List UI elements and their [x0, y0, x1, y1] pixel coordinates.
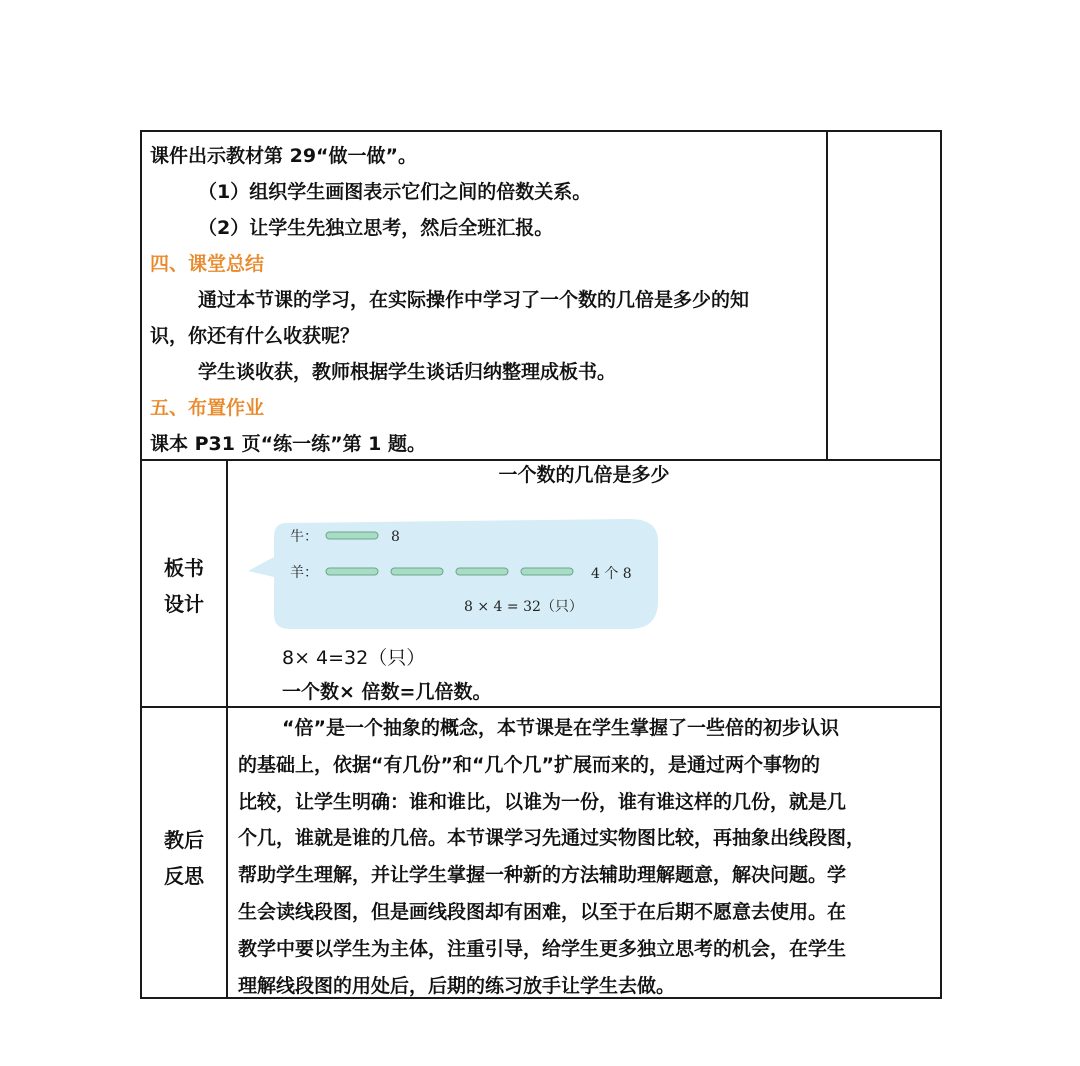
courseware-line: 课件出示教材第 29“做一做”。	[150, 145, 418, 167]
reflection-label	[142, 822, 226, 894]
board-label-line-2: 设计	[164, 592, 204, 616]
sheep-label: 羊：	[290, 565, 318, 581]
reflection-line: “倍”是一个抽象的概念，本节课是在学生掌握了一些倍的初步认识	[282, 717, 839, 739]
reflection-line: 帮助学生理解，并让学生掌握一种新的方法辅助理解题意，解决问题。学	[238, 864, 847, 887]
reflection-line: 教学中要以学生为主体，注重引导，给学生更多独立思考的机会，在学生	[238, 937, 847, 960]
table-border-top	[140, 130, 942, 132]
summary-heading: 四、课堂总结	[150, 253, 265, 275]
cow-value: 8	[391, 529, 400, 545]
reflection-line: 理解线段图的用处后，后期的练习放手让学生去做。	[238, 974, 676, 997]
board-formula-2: 一个数× 倍数=几倍数。	[282, 681, 492, 703]
reflection-line: 比较，让学生明确：谁和谁比，以谁为一份，谁有谁这样的几份，就是几	[238, 790, 847, 813]
reflection-paragraph	[238, 710, 938, 1004]
sheep-value: 4 个 8	[591, 566, 632, 582]
sheep-bar-2	[391, 568, 443, 575]
reflection-label-line-1: 教后	[164, 828, 204, 852]
table-divider-2	[140, 706, 942, 708]
reflection-label-line-2: 反思	[164, 864, 204, 888]
board-title: 一个数的几倍是多少	[498, 464, 670, 486]
line-segment-diagram	[246, 515, 666, 635]
top-right-column-divider	[826, 130, 828, 461]
sheep-bar-3	[456, 568, 508, 575]
table-border-right	[940, 130, 942, 999]
reflection-line: 的基础上，依据“有几份”和“几个几”扩展而来的，是通过两个事物的	[238, 753, 820, 776]
sheep-bar-1	[326, 568, 378, 575]
homework-line: 课本 P31 页“练一练”第 1 题。	[150, 433, 427, 455]
board-label-line-1: 板书	[164, 556, 204, 580]
label-column-divider	[226, 459, 228, 999]
summary-para-line-3: 学生谈收获，教师根据学生谈话归纳整理成板书。	[198, 361, 617, 383]
step-2-line: （2）让学生先独立思考，然后全班汇报。	[198, 217, 554, 239]
summary-para-line-1: 通过本节课的学习，在实际操作中学习了一个数的几倍是多少的知	[198, 289, 750, 311]
board-formula-1: 8× 4=32（只）	[282, 647, 426, 669]
reflection-line: 生会读线段图，但是画线段图却有困难，以至于在后期不愿意去使用。在	[238, 900, 847, 923]
reflection-line: 个几，谁就是谁的几倍。本节课学习先通过实物图比较，再抽象出线段图，	[238, 827, 866, 850]
homework-heading: 五、布置作业	[150, 397, 265, 419]
diagram-equation: 8 × 4 = 32（只）	[464, 599, 583, 615]
cow-label: 牛：	[290, 529, 318, 545]
step-1-line: （1）组织学生画图表示它们之间的倍数关系。	[198, 181, 592, 203]
board-label	[142, 550, 226, 622]
sheep-bar-4	[521, 568, 573, 575]
summary-para-line-2: 识，你还有什么收获呢？	[150, 325, 360, 347]
cow-bar	[326, 532, 378, 539]
